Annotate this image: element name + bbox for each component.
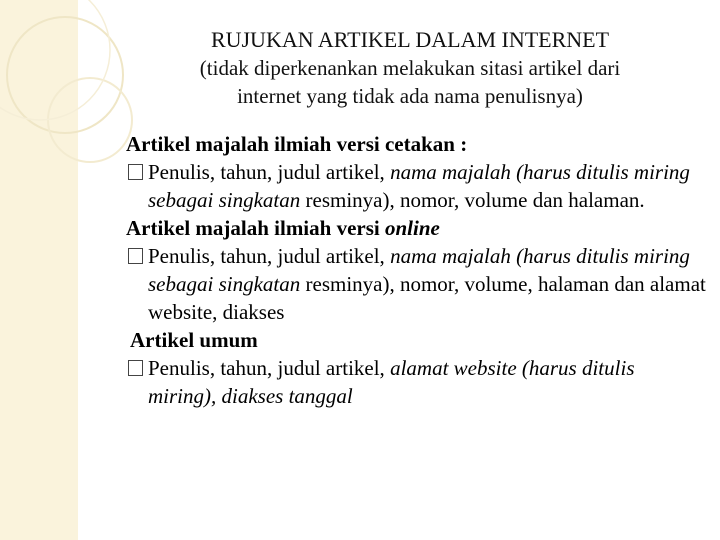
bullet-item-general: Penulis, tahun, judul artikel, alamat website (harus ditulis miring), diakses tanggal bbox=[126, 354, 706, 410]
slide-content bbox=[126, 130, 706, 410]
title-heading: RUJUKAN ARTIKEL DALAM INTERNET bbox=[210, 27, 610, 52]
box-bullet-icon bbox=[128, 360, 143, 376]
slide-title bbox=[120, 26, 700, 110]
box-bullet-icon bbox=[128, 248, 143, 264]
bullet-item-online: Penulis, tahun, judul artikel, nama majalah (harus ditulis miring sebagai singkatan resminya), nomor, volume, halaman dan alamat website, diakses bbox=[126, 242, 706, 326]
bullet-item-print: Penulis, tahun, judul artikel, nama majalah (harus ditulis miring sebagai singkatan resminya), nomor, volume dan halaman. bbox=[126, 158, 706, 214]
section-heading-general: Artikel umum bbox=[130, 328, 258, 352]
box-bullet-icon bbox=[128, 164, 143, 180]
section-heading-print: Artikel majalah ilmiah versi cetakan : bbox=[126, 132, 468, 156]
title-note-line1: (tidak diperkenankan melakukan sitasi artikel dari bbox=[199, 56, 621, 80]
title-note-line2: internet yang tidak ada nama penulisnya) bbox=[237, 84, 583, 108]
section-heading-online: Artikel majalah ilmiah versi online bbox=[126, 216, 440, 240]
